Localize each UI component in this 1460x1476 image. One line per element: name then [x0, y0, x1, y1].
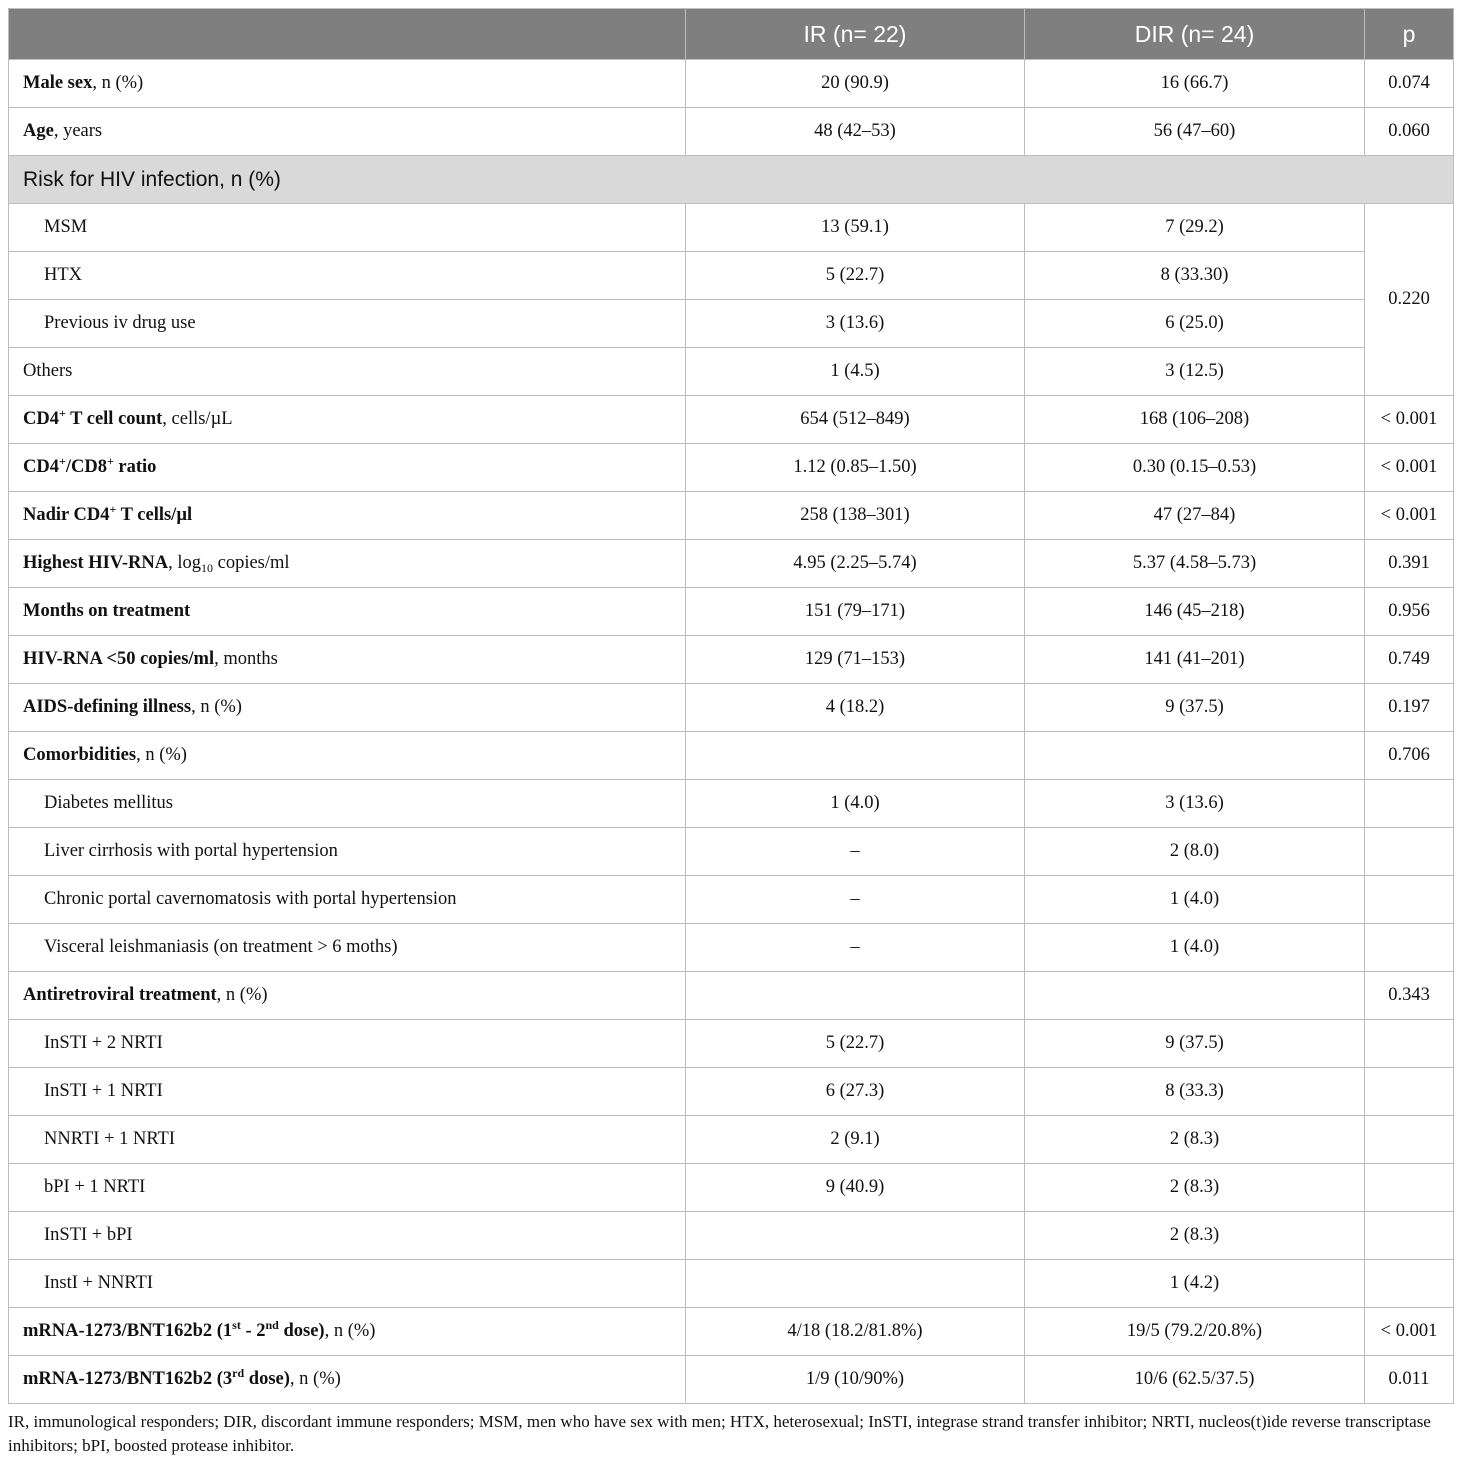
- row-label: Comorbidities, n (%): [9, 732, 686, 780]
- cell-dir: 2 (8.3): [1025, 1212, 1365, 1260]
- cell-ir: [686, 1212, 1025, 1260]
- cell-dir: 2 (8.0): [1025, 828, 1365, 876]
- cell-dir: 56 (47–60): [1025, 108, 1365, 156]
- cell-ir: 1 (4.0): [686, 780, 1025, 828]
- cell-p: 0.749: [1365, 636, 1454, 684]
- cell-p: < 0.001: [1365, 1308, 1454, 1356]
- table-row: [9, 1068, 1454, 1116]
- cell-dir: 1 (4.2): [1025, 1260, 1365, 1308]
- cell-dir: 9 (37.5): [1025, 684, 1365, 732]
- row-label: Liver cirrhosis with portal hypertension: [9, 828, 686, 876]
- table-row: [9, 684, 1454, 732]
- table-row: [9, 396, 1454, 444]
- cell-dir: 19/5 (79.2/20.8%): [1025, 1308, 1365, 1356]
- cell-dir: 6 (25.0): [1025, 300, 1365, 348]
- cell-dir: 2 (8.3): [1025, 1164, 1365, 1212]
- header-ir: IR (n= 22): [686, 9, 1025, 60]
- cell-ir: –: [686, 876, 1025, 924]
- cell-ir: 1 (4.5): [686, 348, 1025, 396]
- row-label: MSM: [9, 204, 686, 252]
- cell-dir: [1025, 972, 1365, 1020]
- section-label: Risk for HIV infection, n (%): [9, 156, 1454, 204]
- row-label: Diabetes mellitus: [9, 780, 686, 828]
- row-label: InstI + NNRTI: [9, 1260, 686, 1308]
- row-label: mRNA-1273/BNT162b2 (3rd dose), n (%): [9, 1356, 686, 1404]
- row-label: CD4+ T cell count, cells/µL: [9, 396, 686, 444]
- row-label: CD4+/CD8+ ratio: [9, 444, 686, 492]
- row-label: Chronic portal cavernomatosis with portal hypertension: [9, 876, 686, 924]
- table-row: [9, 348, 1454, 396]
- header-p: p: [1365, 9, 1454, 60]
- table-header-row: [9, 9, 1454, 60]
- cell-ir: 258 (138–301): [686, 492, 1025, 540]
- table-row: [9, 204, 1454, 252]
- cell-dir: 168 (106–208): [1025, 396, 1365, 444]
- cell-p: [1365, 1164, 1454, 1212]
- row-label: InSTI + 1 NRTI: [9, 1068, 686, 1116]
- cell-dir: 47 (27–84): [1025, 492, 1365, 540]
- table-row: [9, 60, 1454, 108]
- row-label: NNRTI + 1 NRTI: [9, 1116, 686, 1164]
- table-row: [9, 252, 1454, 300]
- table-row: [9, 1164, 1454, 1212]
- table-row: [9, 588, 1454, 636]
- row-label: Others: [9, 348, 686, 396]
- cell-dir: 8 (33.3): [1025, 1068, 1365, 1116]
- row-label: mRNA-1273/BNT162b2 (1st - 2nd dose), n (%): [9, 1308, 686, 1356]
- row-label: AIDS-defining illness, n (%): [9, 684, 686, 732]
- cell-ir: 151 (79–171): [686, 588, 1025, 636]
- cell-dir: 3 (12.5): [1025, 348, 1365, 396]
- cell-dir: 3 (13.6): [1025, 780, 1365, 828]
- section-row: [9, 156, 1454, 204]
- row-label: InSTI + 2 NRTI: [9, 1020, 686, 1068]
- table-row: [9, 108, 1454, 156]
- cell-p: [1365, 1020, 1454, 1068]
- cell-dir: 1 (4.0): [1025, 876, 1365, 924]
- table-row: [9, 924, 1454, 972]
- cell-ir: 4.95 (2.25–5.74): [686, 540, 1025, 588]
- table-row: [9, 492, 1454, 540]
- cell-ir: [686, 972, 1025, 1020]
- header-dir: DIR (n= 24): [1025, 9, 1365, 60]
- row-label: Highest HIV-RNA, $\log_{10}$ copies/ml: [9, 540, 686, 588]
- cell-p: < 0.001: [1365, 492, 1454, 540]
- cell-p: [1365, 1116, 1454, 1164]
- cell-dir: 8 (33.30): [1025, 252, 1365, 300]
- cell-ir: 48 (42–53): [686, 108, 1025, 156]
- cell-dir: 141 (41–201): [1025, 636, 1365, 684]
- cell-p: [1365, 1260, 1454, 1308]
- row-label: Previous iv drug use: [9, 300, 686, 348]
- cell-p: [1365, 1212, 1454, 1260]
- cell-ir: [686, 732, 1025, 780]
- row-label: Nadir CD4+ T cells/µl: [9, 492, 686, 540]
- table-row: [9, 636, 1454, 684]
- cell-ir: 654 (512–849): [686, 396, 1025, 444]
- cell-p: < 0.001: [1365, 444, 1454, 492]
- row-label: HIV-RNA <50 copies/ml, months: [9, 636, 686, 684]
- cell-p: 0.197: [1365, 684, 1454, 732]
- cell-ir: 129 (71–153): [686, 636, 1025, 684]
- cell-ir: [686, 1260, 1025, 1308]
- cell-p: 0.391: [1365, 540, 1454, 588]
- table-row: [9, 828, 1454, 876]
- cell-p: [1365, 1068, 1454, 1116]
- cell-p: 0.956: [1365, 588, 1454, 636]
- cell-dir: 1 (4.0): [1025, 924, 1365, 972]
- row-label: HTX: [9, 252, 686, 300]
- cell-ir: 4 (18.2): [686, 684, 1025, 732]
- cell-ir: 1.12 (0.85–1.50): [686, 444, 1025, 492]
- cell-p: [1365, 828, 1454, 876]
- cell-dir: 10/6 (62.5/37.5): [1025, 1356, 1365, 1404]
- row-label: Antiretroviral treatment, n (%): [9, 972, 686, 1020]
- cell-dir: 16 (66.7): [1025, 60, 1365, 108]
- table-row: [9, 1356, 1454, 1404]
- cell-dir: 9 (37.5): [1025, 1020, 1365, 1068]
- cell-ir: 5 (22.7): [686, 1020, 1025, 1068]
- table-row: [9, 732, 1454, 780]
- table-row: [9, 876, 1454, 924]
- cell-p: 0.706: [1365, 732, 1454, 780]
- cell-ir: 3 (13.6): [686, 300, 1025, 348]
- row-label: Male sex, n (%): [9, 60, 686, 108]
- cell-ir: 13 (59.1): [686, 204, 1025, 252]
- table-row: [9, 300, 1454, 348]
- cell-dir: 5.37 (4.58–5.73): [1025, 540, 1365, 588]
- table-row: [9, 1020, 1454, 1068]
- row-label: Age, years: [9, 108, 686, 156]
- row-label: bPI + 1 NRTI: [9, 1164, 686, 1212]
- row-label: InSTI + bPI: [9, 1212, 686, 1260]
- cell-ir: –: [686, 924, 1025, 972]
- cell-p: [1365, 876, 1454, 924]
- table-row: [9, 1212, 1454, 1260]
- document: [8, 8, 1453, 1458]
- table-footnote: IR, immunological responders; DIR, discordant immune responders; MSM, men who have sex with men; HTX, heterosexual; InSTI, integrase strand transfer inhibitor; NRTI, nucleos(t)ide reverse transcriptase inhibitors; bPI, boosted protease inhibitor.: [8, 1412, 1431, 1455]
- cell-dir: 0.30 (0.15–0.53): [1025, 444, 1365, 492]
- cell-p: 0.011: [1365, 1356, 1454, 1404]
- table-row: [9, 780, 1454, 828]
- header-variable: [9, 9, 686, 60]
- cell-p: [1365, 924, 1454, 972]
- cell-ir: –: [686, 828, 1025, 876]
- cell-dir: 146 (45–218): [1025, 588, 1365, 636]
- table-row: [9, 1308, 1454, 1356]
- cell-p: 0.074: [1365, 60, 1454, 108]
- table-row: [9, 972, 1454, 1020]
- cell-ir: 4/18 (18.2/81.8%): [686, 1308, 1025, 1356]
- table-row: [9, 1260, 1454, 1308]
- cell-ir: 2 (9.1): [686, 1116, 1025, 1164]
- table-row: [9, 540, 1454, 588]
- characteristics-table: [8, 8, 1454, 1404]
- table-row: [9, 1116, 1454, 1164]
- cell-dir: [1025, 732, 1365, 780]
- cell-p: 0.343: [1365, 972, 1454, 1020]
- cell-ir: 1/9 (10/90%): [686, 1356, 1025, 1404]
- cell-ir: 20 (90.9): [686, 60, 1025, 108]
- row-label: Visceral leishmaniasis (on treatment > 6 moths): [9, 924, 686, 972]
- cell-p: 0.220: [1365, 204, 1454, 396]
- row-label: Months on treatment: [9, 588, 686, 636]
- cell-p: 0.060: [1365, 108, 1454, 156]
- cell-p: [1365, 780, 1454, 828]
- cell-p: < 0.001: [1365, 396, 1454, 444]
- table-row: [9, 444, 1454, 492]
- cell-dir: 7 (29.2): [1025, 204, 1365, 252]
- cell-ir: 9 (40.9): [686, 1164, 1025, 1212]
- cell-ir: 5 (22.7): [686, 252, 1025, 300]
- cell-dir: 2 (8.3): [1025, 1116, 1365, 1164]
- cell-ir: 6 (27.3): [686, 1068, 1025, 1116]
